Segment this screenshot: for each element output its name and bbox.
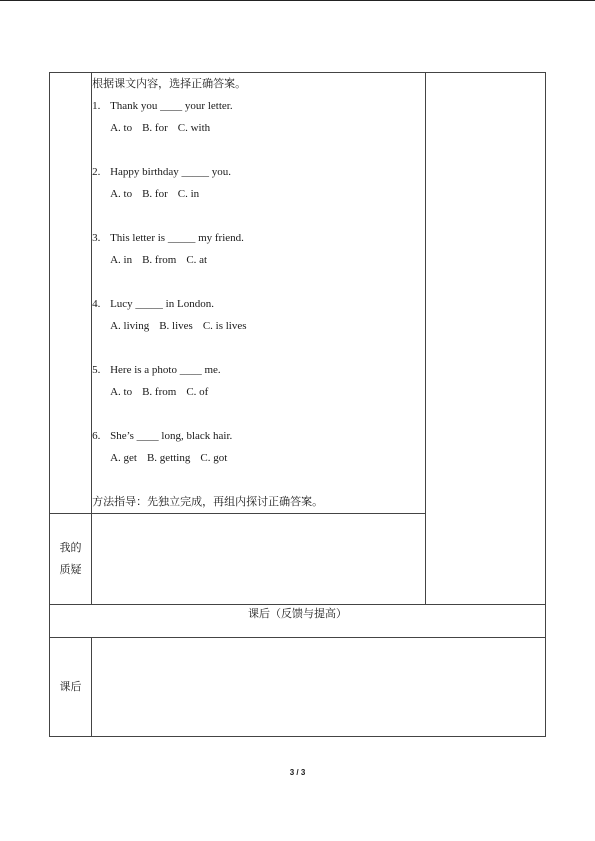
option-a: A. to	[110, 188, 133, 200]
option-a: A. get	[110, 452, 137, 464]
option-b: B. from	[142, 254, 177, 266]
worksheet-table	[49, 72, 546, 737]
question-4-options	[92, 315, 425, 337]
after-class-header-row	[50, 605, 546, 638]
option-b: B. lives	[159, 320, 193, 332]
side-notes-cell	[425, 73, 545, 605]
question-3-options	[92, 249, 425, 271]
question-text: Lucy _____ in London.	[110, 298, 214, 310]
option-b: B. for	[142, 188, 168, 200]
question-6: 6. She’s ____ long, black hair.	[92, 430, 233, 442]
option-c: C. in	[177, 188, 200, 200]
option-a: A. in	[110, 254, 133, 266]
option-a: A. to	[110, 122, 133, 134]
question-6-options	[92, 447, 425, 469]
question-text: Happy birthday _____ you.	[110, 166, 232, 178]
question-4: 4. Lucy _____ in London.	[92, 298, 214, 310]
option-c: C. is lives	[202, 320, 247, 332]
exercise-label-cell	[50, 73, 92, 514]
option-c: C. got	[200, 452, 228, 464]
after-class-label: 课后	[50, 638, 92, 737]
question-3: 3. This letter is _____ my friend.	[92, 232, 244, 244]
exercise-content-cell	[92, 73, 426, 514]
top-rule	[0, 0, 595, 1]
after-class-header: 课后（反馈与提高）	[50, 605, 546, 638]
option-c: C. at	[186, 254, 208, 266]
option-c: C. with	[177, 122, 211, 134]
option-c: C. of	[186, 386, 209, 398]
option-b: B. getting	[146, 452, 191, 464]
question-5: 5. Here is a photo ____ me.	[92, 364, 221, 376]
question-5-options	[92, 381, 425, 403]
instruction-text: 根据课文内容，选择正确答案。	[92, 78, 247, 90]
question-1-options	[92, 117, 425, 139]
exercise-row	[50, 73, 546, 514]
after-class-row	[50, 638, 546, 737]
after-class-content-cell[interactable]	[92, 638, 546, 737]
option-b: B. from	[142, 386, 177, 398]
question-2-options	[92, 183, 425, 205]
page-number: 3 / 3	[289, 768, 306, 777]
question-text: Thank you ____ your letter.	[110, 100, 233, 112]
method-note: 方法指导：先独立完成，再组内探讨正确答案。	[92, 496, 324, 508]
option-a: A. to	[110, 386, 133, 398]
question-2: 2. Happy birthday _____ you.	[92, 166, 232, 178]
question-1: 1. Thank you ____ your letter.	[92, 100, 233, 112]
question-text: Here is a photo ____ me.	[110, 364, 221, 376]
option-a: A. living	[110, 320, 150, 332]
question-text: This letter is _____ my friend.	[110, 232, 244, 244]
doubt-label: 我的 质疑	[50, 514, 92, 605]
doubt-content-cell[interactable]	[92, 514, 426, 605]
question-text: She’s ____ long, black hair.	[110, 430, 233, 442]
option-b: B. for	[142, 122, 168, 134]
